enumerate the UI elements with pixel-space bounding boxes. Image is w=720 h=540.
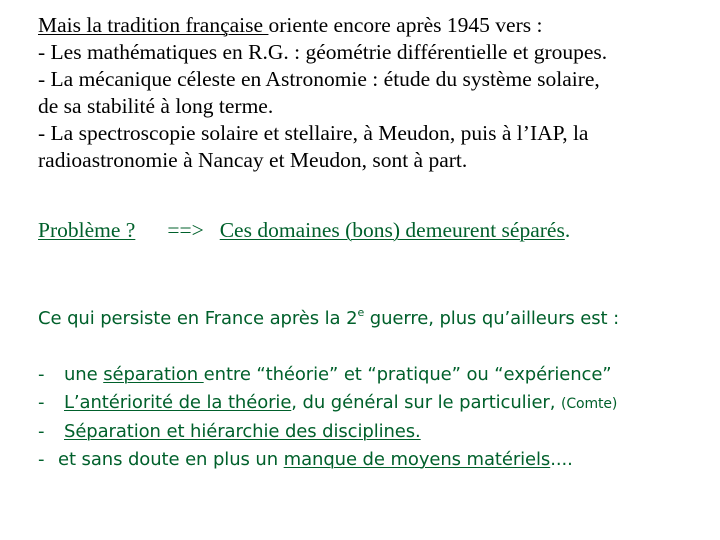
- list-dash: -: [38, 448, 45, 470]
- list-dash: -: [38, 421, 45, 442]
- item2-anteriorite: L’antériorité de la théorie: [64, 391, 292, 413]
- summary-line: [38, 305, 619, 333]
- problem-label: Problème ?: [38, 218, 136, 242]
- summary-before: Ce qui persiste en France après la 2: [38, 308, 358, 329]
- intro-heading-underlined: Mais la tradition française: [38, 13, 269, 37]
- item4-manque-moyens: manque de moyens matériels: [283, 448, 551, 470]
- summary-after: guerre, plus qu’ailleurs est :: [364, 308, 620, 329]
- intro-line-1: - Les mathématiques en R.G. : géométrie différentielle et groupes.: [38, 40, 608, 64]
- item3-separation-hierarchie: Séparation et hiérarchie des disciplines.: [64, 421, 421, 442]
- problem-period: .: [564, 218, 571, 242]
- list-item: [38, 361, 617, 389]
- intro-heading-rest: oriente encore après 1945 vers :: [268, 13, 543, 37]
- item4-text-a: et sans doute en plus un: [58, 448, 284, 470]
- implies-arrow: ==>: [167, 218, 204, 242]
- intro-line-4: - La spectroscopie solaire et stellaire, à Meudon, puis à l’IAP, la: [38, 121, 589, 145]
- problem-line: [38, 217, 570, 244]
- list-item: [38, 389, 617, 419]
- intro-line-3: de sa stabilité à long terme.: [38, 94, 274, 118]
- intro-heading: [38, 12, 708, 39]
- summary-superscript: e: [357, 306, 365, 319]
- persistence-list: [38, 361, 617, 473]
- list-item: [38, 418, 617, 446]
- item1-separation: séparation: [103, 364, 204, 385]
- intro-block: [38, 12, 708, 174]
- item2-text-b: , du général sur le particulier,: [291, 391, 561, 413]
- problem-conclusion: Ces domaines (bons) demeurent séparés: [219, 218, 565, 242]
- list-item: [38, 446, 617, 474]
- item4-ellipsis: ....: [550, 448, 573, 470]
- list-dash: -: [38, 364, 45, 385]
- list-dash: -: [38, 391, 45, 413]
- item2-comte: (Comte): [560, 395, 618, 412]
- intro-line-5: radioastronomie à Nancay et Meudon, sont à part.: [38, 148, 468, 172]
- item1-text-c: entre “théorie” et “pratique” ou “expérience”: [203, 364, 612, 385]
- intro-line-2: - La mécanique céleste en Astronomie : étude du système solaire,: [38, 67, 600, 91]
- item1-text-a: une: [64, 364, 104, 385]
